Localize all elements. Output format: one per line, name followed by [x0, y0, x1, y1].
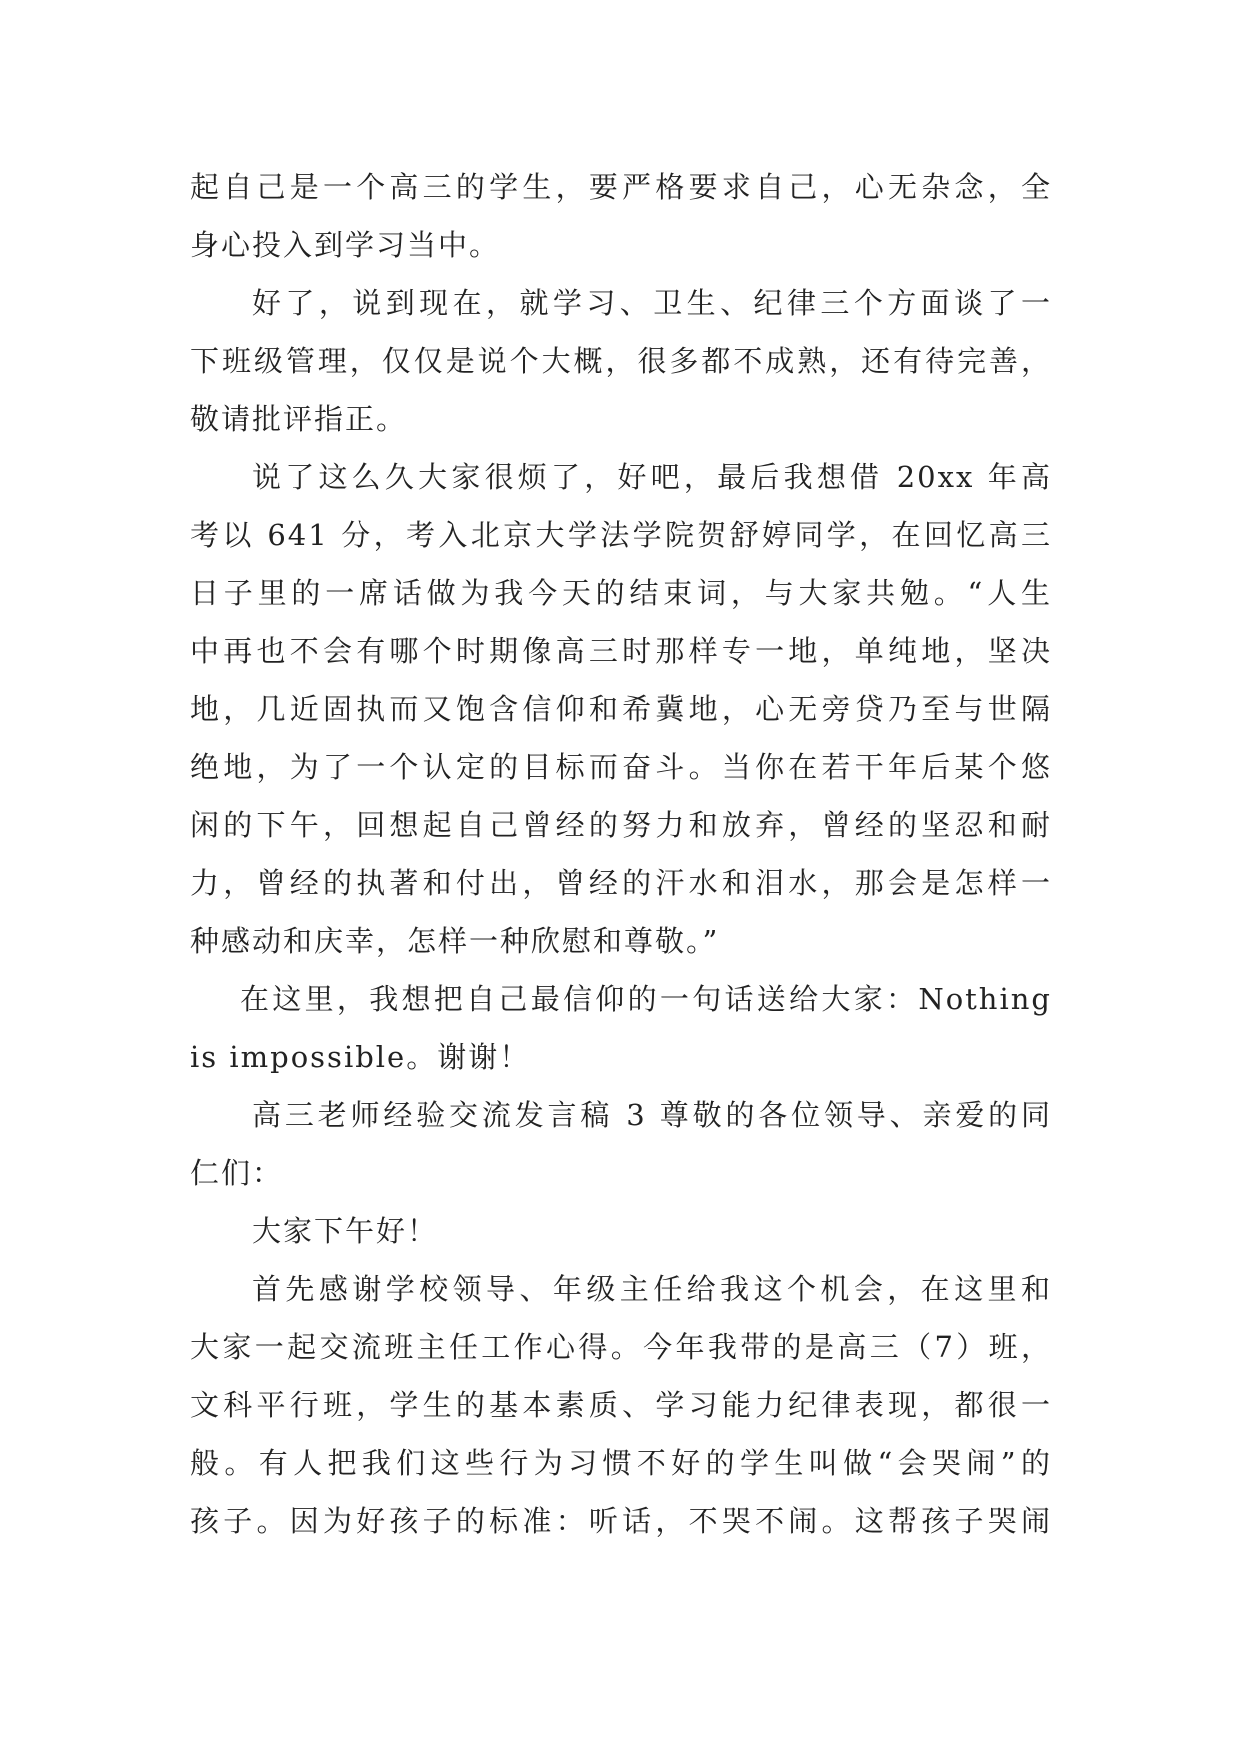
text-line: 文科平行班，学生的基本素质、学习能力纪律表现，都很一 — [190, 1388, 1052, 1422]
text-line: 身心投入到学习当中。 — [190, 228, 501, 262]
text-line: 说了这么久大家很烦了，好吧，最后我想借 20xx 年高 — [252, 460, 1052, 494]
text-line: 闲的下午，回想起自己曾经的努力和放弃，曾经的坚忍和耐 — [190, 808, 1052, 842]
text-line: 好了，说到现在，就学习、卫生、纪律三个方面谈了一 — [252, 286, 1052, 320]
document-body — [190, 158, 1052, 1550]
text-line: 敬请批评指正。 — [190, 402, 408, 436]
text-line: 起自己是一个高三的学生，要严格要求自己，心无杂念，全 — [190, 170, 1052, 204]
text-line: 大家一起交流班主任工作心得。今年我带的是高三（7）班， — [190, 1330, 1052, 1364]
text-line: 种感动和庆幸，怎样一种欣慰和尊敬。” — [190, 924, 720, 958]
text-line: is impossible。谢谢！ — [190, 1040, 531, 1074]
text-line: 首先感谢学校领导、年级主任给我这个机会，在这里和 — [252, 1272, 1052, 1306]
text-line: 日子里的一席话做为我今天的结束词，与大家共勉。“人生 — [190, 576, 1052, 610]
text-line: 般。有人把我们这些行为习惯不好的学生叫做“会哭闹”的 — [190, 1446, 1052, 1480]
text-line: 仁们： — [190, 1156, 284, 1190]
text-line: 绝地，为了一个认定的目标而奋斗。当你在若干年后某个悠 — [190, 750, 1052, 784]
text-line: 地，几近固执而又饱含信仰和希冀地，心无旁贷乃至与世隔 — [190, 692, 1052, 726]
text-line: 下班级管理，仅仅是说个大概，很多都不成熟，还有待完善， — [190, 344, 1052, 378]
text-line: 考以 641 分，考入北京大学法学院贺舒婷同学，在回忆高三 — [190, 518, 1052, 552]
text-line: 高三老师经验交流发言稿 3 尊敬的各位领导、亲爱的同 — [252, 1098, 1052, 1132]
text-line: 中再也不会有哪个时期像高三时那样专一地，单纯地，坚决 — [190, 634, 1052, 668]
text-line: 孩子。因为好孩子的标准：听话，不哭不闹。这帮孩子哭闹 — [190, 1504, 1052, 1538]
text-line: 在这里，我想把自己最信仰的一句话送给大家：Nothing — [240, 982, 1052, 1016]
text-line: 力，曾经的执著和付出，曾经的汗水和泪水，那会是怎样一 — [190, 866, 1052, 900]
text-line: 大家下午好！ — [252, 1214, 439, 1248]
